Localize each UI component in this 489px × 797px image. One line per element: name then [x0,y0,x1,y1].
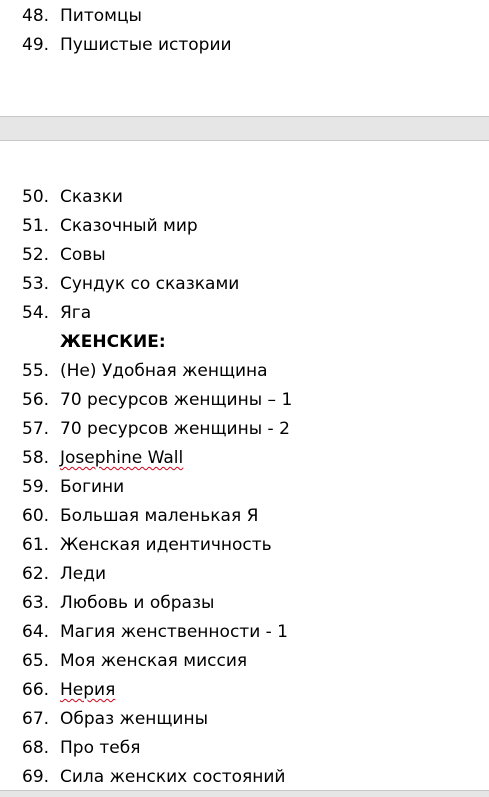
list-text: Сказки [60,187,123,207]
list-text: Яга [60,303,92,323]
list-number: 55. [22,361,50,381]
list-number: 64. [22,622,50,642]
list-number: 56. [22,390,50,410]
list-text: (Не) Удобная женщина [60,361,268,381]
list-text: 70 ресурсов женщины – 1 [60,390,293,410]
list-number: 60. [22,506,50,526]
list-text: Сила женских состояний [60,767,286,787]
list-number: 58. [22,448,50,468]
list-text: Магия женственности - 1 [60,622,288,642]
list-number: 54. [22,303,50,323]
list-number: 49. [22,35,50,55]
list-number: 50. [22,187,50,207]
list-number: 69. [22,767,50,787]
list-text: Питомцы [60,6,142,26]
list-number: 61. [22,535,50,555]
list-text: Богини [60,477,125,497]
list-text: Моя женская миссия [60,651,248,671]
list-number: 66. [22,680,50,700]
list-text: Любовь и образы [60,593,215,613]
list-text: Образ женщины [60,709,209,729]
section-heading-text: ЖЕНСКИЕ: [60,332,166,352]
list-text-spellcheck-flagged[interactable]: Josephine Wall [60,448,184,468]
list-number: 59. [22,477,50,497]
list-text: Большая маленькая Я [60,506,259,526]
list-number: 68. [22,738,50,758]
list-text: Женская идентичность [60,535,272,555]
list-text: Сказочный мир [60,216,198,236]
list-text: 70 ресурсов женщины - 2 [60,419,290,439]
list-number: 62. [22,564,50,584]
list-text: Про тебя [60,738,141,758]
list-number: 63. [22,593,50,613]
list-text: Сундук со сказками [60,274,240,294]
list-number: 53. [22,274,50,294]
document-page-bottom [0,140,489,791]
list-number: 67. [22,709,50,729]
list-number: 57. [22,419,50,439]
list-number: 52. [22,245,50,265]
list-text: Совы [60,245,106,265]
document-page-top [0,0,489,117]
list-number: 65. [22,651,50,671]
list-text: Пушистые истории [60,35,232,55]
list-text-spellcheck-flagged[interactable]: Нерия [60,680,116,700]
list-number: 51. [22,216,50,236]
list-number: 48. [22,6,50,26]
list-text: Леди [60,564,107,584]
